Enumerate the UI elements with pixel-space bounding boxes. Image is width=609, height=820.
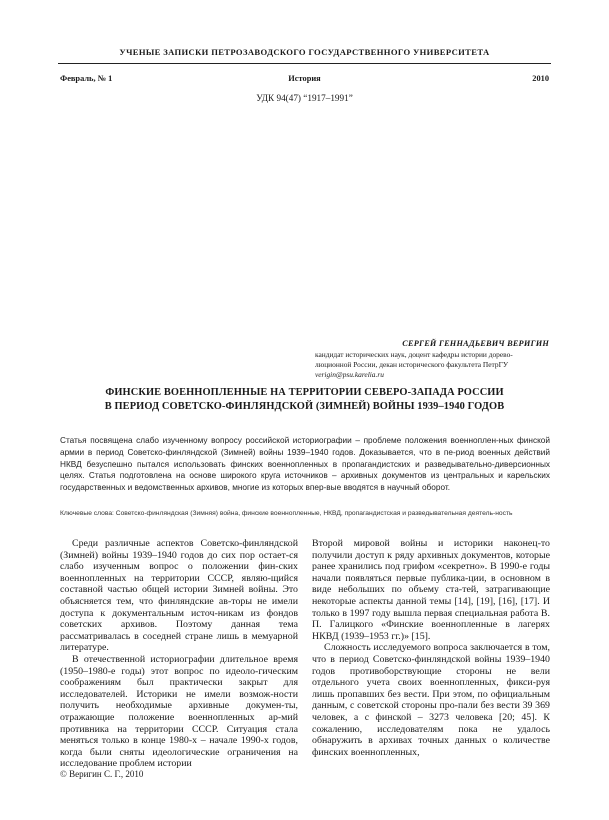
journal-title: УЧЕНЫЕ ЗАПИСКИ ПЕТРОЗАВОДСКОГО ГОСУДАРСТВЕННОГО УНИВЕРСИТЕТА (119, 47, 490, 57)
year-label: 2010 (532, 74, 549, 83)
paragraph: Среди различные аспектов Советско-финляндской (Зимней) войны 1939–1940 годов до сих пор остает-ся слабо изученным вопрос о положении фин-ских военнопленных на территории СССР, являю-щийся составной частью общей истории Зимней войны. Это объясняется тем, что финляндские ав-торы не имели доступа к документальным источ-никам из фондов советских архивов. Поэтому данная тема рассматривалась в соседней стране лишь в мемуарной литературе. (60, 538, 298, 654)
paragraph: Второй мировой войны и историки наконец-то получили доступ к ряду архивных документов, которые ранее хранились под грифом «секретно». В 1990-е годы начали появляться первые публика-ции, в основном в виде небольших по объему ста-тей, затрагивающие некоторые аспекты данной темы [14], [19], [16], [17]. И только в 1997 году вышла первая специальная работа В. П. Галицкого «Финские военнопленные в лагерях НКВД (1939–1953 гг.)» [15]. (312, 538, 550, 642)
author-description (315, 350, 555, 380)
author-email[interactable]: verigin@psu.karelia.ru (315, 370, 384, 379)
issue-label: Февраль, № 1 (60, 74, 113, 83)
header-rule (58, 63, 551, 64)
paragraph: Сложность исследуемого вопроса заключается в том, что в период Советско-финляндской войны 1939–1940 годов противоборствующие стороны не вели отдельного учета своих военнопленных, фикси-руя лишь пропавших без вести. При этом, по официальным данным, с советской стороны про-пали без вести 39 369 человек, а с финской – 3273 человека [20; 45]. К сожалению, исследователям пока не удалось обнаружить в архивах точных данных о количестве финских военнопленных, (312, 642, 550, 758)
author-description-line: кандидат исторических наук, доцент кафедры истории дорево- (315, 350, 513, 359)
paragraph: В отечественной историографии длительное время (1950–1980-е годы) этот вопрос по идеоло-гическим соображениям был практически закрыт для исследователей. Историки не имели возмож-ности получить необходимые архивные докумен-ты, отражающие положение военнопленных ар-мий противника на территории СССР. Ситуация стала меняться только в конце 1980-х – начале 1990-х годов, когда были сняты идеологические ограничения на исследование проблем истории (60, 653, 298, 770)
body-column-left (60, 538, 298, 770)
author-description-line: люционной России, декан исторического факультета ПетрГУ (315, 360, 509, 369)
keywords: Ключевые слова: Советско-финляндская (Зимняя) война, финские военнопленные, НКВД, пропагандистская и разведывательная деятель-ность (60, 510, 513, 517)
article-title-line: ФИНСКИЕ ВОЕННОПЛЕННЫЕ НА ТЕРРИТОРИИ СЕВЕРО-ЗАПАДА РОССИИ (105, 387, 504, 398)
copyright: © Веригин С. Г., 2010 (60, 769, 144, 779)
udk-code: УДК 94(47) “1917–1991” (256, 93, 353, 103)
section-label: История (288, 74, 321, 83)
article-title (40, 386, 569, 414)
body-column-right (312, 538, 550, 758)
abstract: Статья посвящена слабо изученному вопросу российской историографии – проблеме положения военноплен-ных финской армии в период Советско-финляндской (Зимней) войны 1939–1940 годов. Доказывается, что в пе-риод военных действий НКВД безуспешно пытался использовать финских военнопленных в пропагандистских и разведывательно-диверсионных целях. Статья подготовлена на основе широкого круга источников – архивных документов из центральных и карельских государственных и ведомственных архивов, многие из которых впер-вые вводятся в научный оборот. (60, 436, 550, 493)
author-name: СЕРГЕЙ ГЕННАДЬЕВИЧ ВЕРИГИН (402, 339, 549, 348)
article-title-line: В ПЕРИОД СОВЕТСКО-ФИНЛЯНДСКОЙ (ЗИМНЕЙ) ВОЙНЫ 1939–1940 ГОДОВ (104, 401, 505, 412)
